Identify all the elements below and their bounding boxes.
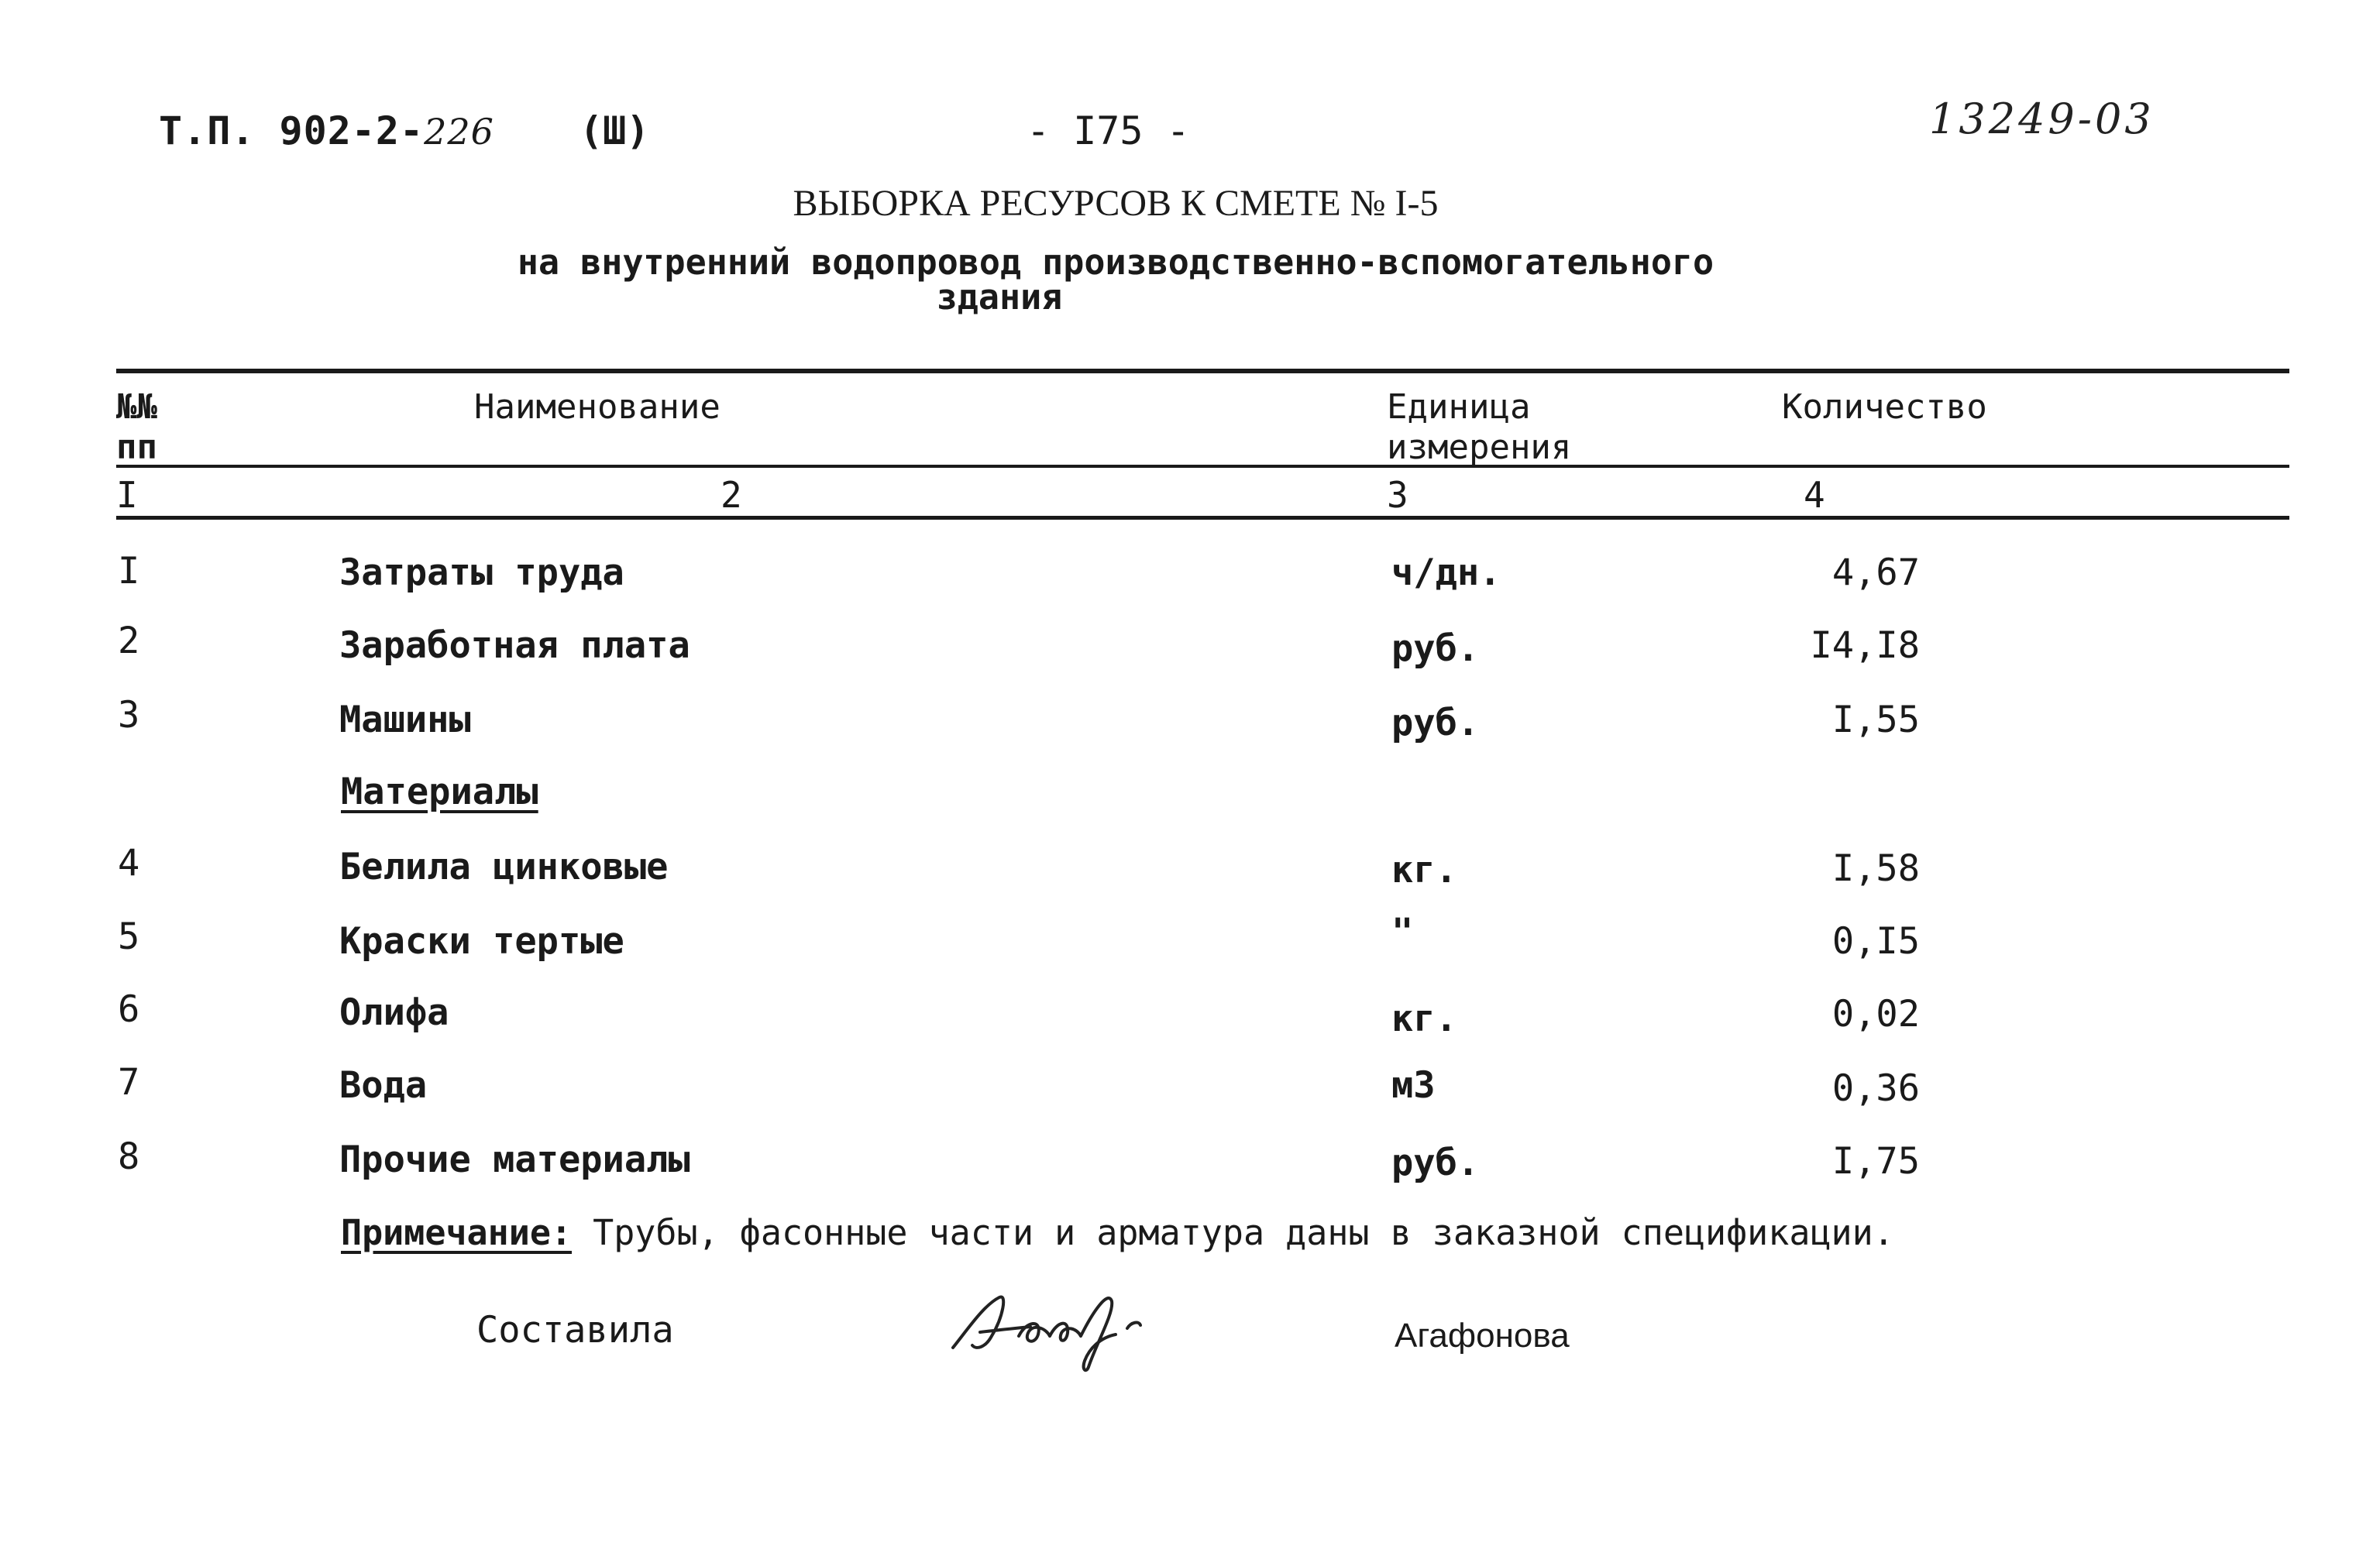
row-1-name: Затраты труда xyxy=(339,551,624,594)
row-3-unit: руб. xyxy=(1391,702,1480,744)
row-4-name: Белила цинковые xyxy=(339,846,669,888)
row-5-name: Краски тертые xyxy=(339,920,624,963)
row-3-num: 3 xyxy=(118,694,140,737)
header-name: Наименование xyxy=(474,387,721,427)
archive-number: 13249-03 xyxy=(1929,94,2155,143)
header-unit xyxy=(1387,387,1571,468)
document-subtitle-line1: на внутренний водопровод производственно-вспомогательного xyxy=(517,242,1714,283)
header-unit-line2: измерения xyxy=(1387,428,1572,467)
note-text: Трубы, фасонные части и арматура даны в заказной спецификации. xyxy=(572,1212,1894,1253)
table-column-number-rule xyxy=(116,516,2289,520)
column-number-3: 3 xyxy=(1387,474,1408,516)
header-unit-line1: Единица xyxy=(1387,387,1531,427)
row-1-num: I xyxy=(118,550,140,593)
row-2-name: Заработная плата xyxy=(339,624,690,667)
column-number-4: 4 xyxy=(1804,474,1825,516)
header-qty: Количество xyxy=(1782,387,1987,427)
row-4-qty: I,58 xyxy=(1831,847,1920,890)
row-6-num: 6 xyxy=(118,988,140,1031)
document-code xyxy=(159,108,494,153)
row-4-num: 4 xyxy=(118,842,140,884)
page-number: - I75 - xyxy=(1027,108,1190,153)
row-5-qty: 0,I5 xyxy=(1831,920,1920,963)
row-8-name: Прочие материалы xyxy=(339,1139,690,1181)
row-2-qty: I4,I8 xyxy=(1810,624,1920,667)
row-7-num: 7 xyxy=(118,1061,140,1104)
document-title: ВЫБОРКА РЕСУРСОВ К СМЕТЕ № I-5 xyxy=(793,183,1439,224)
column-number-2: 2 xyxy=(721,474,742,516)
header-num-line1: №№ xyxy=(116,387,157,427)
row-3-name: Машины xyxy=(339,699,471,741)
table-header-rule xyxy=(116,465,2289,468)
header-num-line2: пп xyxy=(116,428,157,467)
signature xyxy=(945,1274,1178,1375)
row-1-qty: 4,67 xyxy=(1831,551,1920,594)
document-subtitle-line2: здания xyxy=(936,277,1063,318)
row-8-unit: руб. xyxy=(1391,1142,1480,1184)
compiled-by-name: Агафонова xyxy=(1395,1317,1570,1355)
row-8-num: 8 xyxy=(118,1135,140,1178)
row-5-unit: " xyxy=(1391,911,1414,953)
row-4-unit: кг. xyxy=(1391,849,1457,891)
row-7-unit: м3 xyxy=(1391,1064,1436,1107)
row-6-unit: кг. xyxy=(1391,998,1457,1040)
row-6-qty: 0,02 xyxy=(1831,993,1920,1036)
document-code-prefix: Т.П. 902-2- xyxy=(159,108,425,153)
section-materials: Материалы xyxy=(341,771,538,813)
column-number-1: I xyxy=(116,474,138,516)
header-num xyxy=(116,387,157,468)
note xyxy=(341,1212,1894,1253)
row-6-name: Олифа xyxy=(339,991,449,1034)
table-top-rule xyxy=(116,369,2289,373)
row-2-num: 2 xyxy=(118,620,140,662)
row-8-qty: I,75 xyxy=(1831,1140,1920,1183)
document-code-handwritten: 226 xyxy=(424,111,494,153)
note-label: Примечание: xyxy=(341,1212,573,1253)
row-5-num: 5 xyxy=(118,915,140,958)
row-1-unit: ч/дн. xyxy=(1391,551,1501,594)
row-3-qty: I,55 xyxy=(1831,699,1920,741)
row-7-qty: 0,36 xyxy=(1831,1067,1920,1110)
row-7-name: Вода xyxy=(339,1064,428,1107)
document-part: (Ш) xyxy=(580,108,650,153)
row-2-unit: руб. xyxy=(1391,627,1480,670)
compiled-by-label: Составила xyxy=(476,1309,674,1352)
